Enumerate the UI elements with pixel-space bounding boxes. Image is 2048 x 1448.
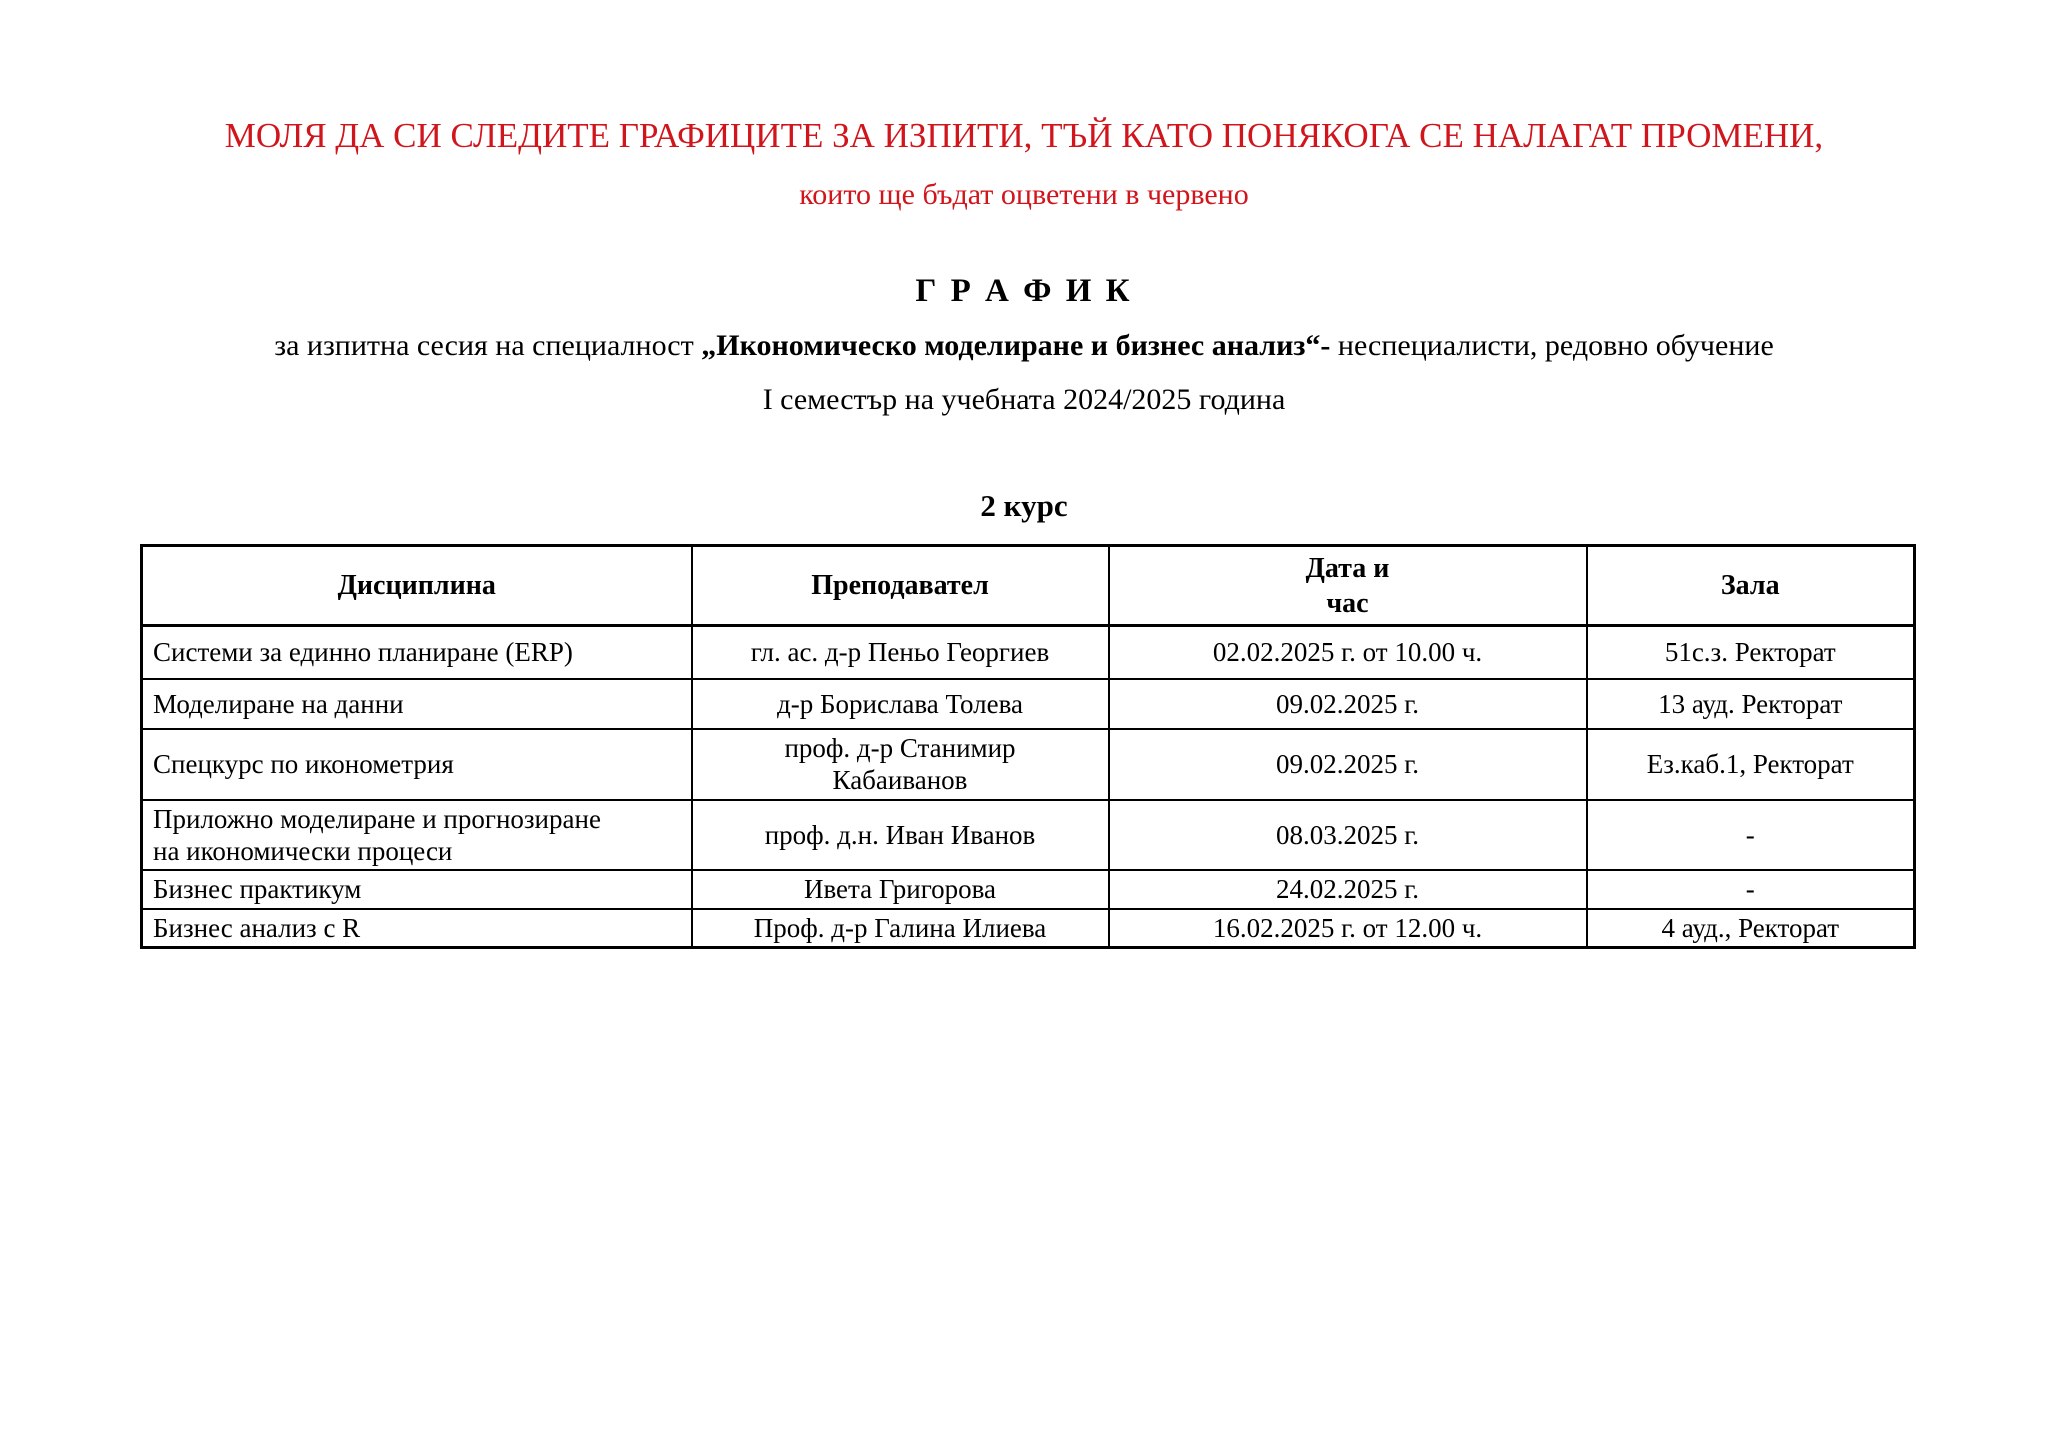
cell-lecturer xyxy=(692,729,1109,800)
cell-room: Ез.каб.1, Ректорат xyxy=(1587,729,1915,800)
cell-discipline: Бизнес анализ с R xyxy=(142,909,692,948)
table-row xyxy=(142,909,1915,948)
header-room-label: Зала xyxy=(1720,570,1780,602)
cell-discipline: Моделиране на данни xyxy=(142,679,692,729)
subtitle-prefix: за изпитна сесия на специалност xyxy=(274,328,702,362)
cell-room: 4 ауд., Ректорат xyxy=(1587,909,1915,948)
header-lecturer xyxy=(692,546,1109,626)
page-title: Г Р А Ф И К xyxy=(915,272,1133,309)
cell-room: - xyxy=(1587,870,1915,908)
header-datetime xyxy=(1109,546,1587,626)
exam-schedule-table xyxy=(140,544,1916,949)
cell-room: - xyxy=(1587,800,1915,871)
table-row xyxy=(142,626,1915,679)
notice-line-2: които ще бъдат оцветени в червено xyxy=(799,178,1249,212)
cell-lecturer-text: проф. д-р Станимир Кабаиванов xyxy=(784,732,1016,796)
course-title: 2 курс xyxy=(980,487,1068,523)
semester-line: I семестър на учебната 2024/2025 година xyxy=(762,382,1286,416)
cell-datetime: 24.02.2025 г. xyxy=(1109,870,1587,908)
cell-datetime: 08.03.2025 г. xyxy=(1109,800,1587,871)
table-row xyxy=(142,870,1915,908)
cell-discipline: Спецкурс по иконометрия xyxy=(142,729,692,800)
subtitle-line xyxy=(0,328,2048,364)
header-discipline xyxy=(142,546,692,626)
notice-banner xyxy=(0,116,2048,213)
cell-discipline: Системи за единно планиране (ERP) xyxy=(142,626,692,679)
header-lecturer-label: Преподавател xyxy=(811,570,989,602)
cell-datetime: 16.02.2025 г. от 12.00 ч. xyxy=(1109,909,1587,948)
table-row xyxy=(142,729,1915,800)
header-room xyxy=(1587,546,1915,626)
subtitle-speciality: „Икономическо моделиране и бизнес анализ“- xyxy=(701,328,1331,362)
cell-datetime: 02.02.2025 г. от 10.00 ч. xyxy=(1109,626,1587,679)
cell-lecturer: Ивета Григорова xyxy=(692,870,1109,908)
notice-line-1: МОЛЯ ДА СИ СЛЕДИТЕ ГРАФИЦИТЕ ЗА ИЗПИТИ, ТЪЙ КАТО ПОНЯКОГА СЕ НАЛАГАТ ПРОМЕНИ, xyxy=(224,116,1824,155)
cell-discipline-text: Приложно моделиране и прогнозиране на икономически процеси xyxy=(153,803,601,866)
subtitle-suffix: неспециалисти, редовно обучение xyxy=(1330,328,1774,362)
cell-room: 13 ауд. Ректорат xyxy=(1587,679,1915,729)
cell-datetime: 09.02.2025 г. xyxy=(1109,729,1587,800)
header-datetime-line1: Дата и xyxy=(1305,552,1390,584)
table-row xyxy=(142,800,1915,871)
header-discipline-label: Дисциплина xyxy=(337,570,496,602)
cell-datetime: 09.02.2025 г. xyxy=(1109,679,1587,729)
cell-room: 51с.з. Ректорат xyxy=(1587,626,1915,679)
cell-lecturer: гл. ас. д-р Пеньо Георгиев xyxy=(692,626,1109,679)
table-header-row xyxy=(142,546,1915,626)
cell-lecturer: д-р Борислава Толева xyxy=(692,679,1109,729)
cell-discipline: Бизнес практикум xyxy=(142,870,692,908)
cell-lecturer: Проф. д-р Галина Илиева xyxy=(692,909,1109,948)
table-row xyxy=(142,679,1915,729)
header-datetime-line2: час xyxy=(1326,587,1369,619)
cell-lecturer: проф. д.н. Иван Иванов xyxy=(692,800,1109,871)
cell-discipline xyxy=(142,800,692,871)
